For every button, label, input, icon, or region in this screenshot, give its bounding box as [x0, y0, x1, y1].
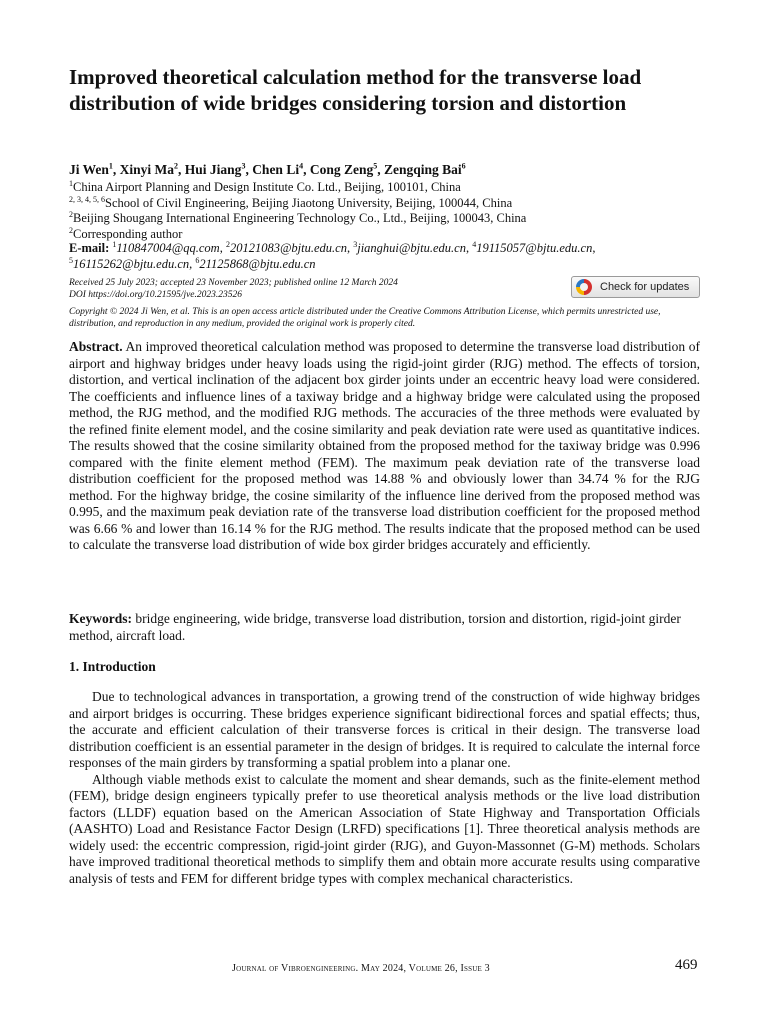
affiliation [69, 211, 709, 227]
publication-dates: Received 25 July 2023; accepted 23 November 2023; published online 12 March 2024 [69, 278, 398, 288]
email-sup: 6 [195, 255, 200, 265]
keywords-label: Keywords: [69, 611, 132, 626]
affiliation-sup: 2, 3, 4, 5, 6 [69, 194, 105, 204]
abstract-label: Abstract. [69, 339, 123, 354]
paragraph: Due to technological advances in transportation, a growing trend of the construction of wide highway bridges and airport bridges is occurring. These bridges experience significant bidirectional forces and spatial effects; thus, the accurate and efficient calculation of their transverse forces is critical in their design. The transverse load distribution coefficient is an essential parameter in the design of bridges. It is required to calculate the internal force responses of the main girders by transforming a spatial problem into a planar one. [69, 689, 700, 770]
author-name: Zengqing Bai [383, 162, 462, 177]
affiliation-sup: 1 [69, 178, 73, 188]
email-block: E-mail: $^1$110847004@qq.com, $^2$20121083@bjtu.edu.cn, $^3$jianghui@bjtu.edu.cn, $^4$19115057@bjtu.edu.cn, $^5$16115262@bjtu.edu.cn, $^6$21125868@bjtu.edu.cn [69, 239, 596, 271]
author-name: Xinyi Ma [119, 162, 175, 177]
author-name: Ji Wen [69, 162, 109, 177]
author-sup: 6 [461, 161, 466, 171]
abstract [69, 339, 700, 554]
author-sup: 2 [174, 161, 179, 171]
doi-link[interactable]: DOI https://doi.org/10.21595/jve.2023.23526 [69, 290, 243, 300]
email-link[interactable]: jianghui@bjtu.edu.cn [357, 241, 466, 255]
email-link[interactable]: 20121083@bjtu.edu.cn [229, 241, 347, 255]
check-for-updates-button[interactable] [571, 276, 700, 298]
publication-info [69, 277, 549, 301]
author-list: Ji Wen$^1$, Xinyi Ma$^2$, Hui Jiang$^3$, Chen Li$^4$, Cong Zeng$^5$, Zengqing Bai$^6$ [69, 161, 466, 177]
email-label: E-mail: [69, 241, 110, 255]
author-sup: 3 [241, 161, 246, 171]
affiliation [69, 180, 709, 196]
affiliation [69, 196, 709, 212]
page-number: 469 [675, 957, 698, 973]
paragraph: Although viable methods exist to calculate the moment and shear demands, such as the finite-element method (FEM), bridge design engineers typically prefer to use theoretical analysis methods or the live load distribution factors (LLDF) equation based on the American Association of State Highway and Transportation Officials (AASHTO) Load and Resistance Factor Design (LRFD) specifications [1]. Three theoretical analysis methods are widely used: the eccentric compression, rigid-joint girder (RJG), and Guyon-Massonnet (G-M) methods. Scholars have improved traditional theoretical methods to simplify them and obtain more accurate results using comparative analysis of tests and FEM for different bridge types with complex mechanical characteristics. [69, 771, 700, 886]
section-heading: 1. Introduction [69, 659, 156, 674]
email-link[interactable]: 110847004@qq.com [116, 241, 220, 255]
keywords-text: bridge engineering, wide bridge, transverse load distribution, torsion and distortion, rigid-joint girder method, aircraft load. [69, 611, 681, 643]
email-sup: 5 [69, 255, 73, 265]
email-link[interactable]: 19115057@bjtu.edu.cn [476, 241, 593, 255]
abstract-text: An improved theoretical calculation method was proposed to determine the transverse load distribution of airport and highway bridges under heavy loads using the rigid-joint girder (RJG) method. The effects of torsion, distortion, and vertical inclination of the adjacent box girder joints under an eccentric heavy load were considered. The coefficients and influence lines of a taxiway bridge and a highway bridge were calculated using the proposed method, the RJG method, and the modified RJG methods. The accuracies of the three methods were evaluated by the refined finite element model, and the cosine similarity and peak deviation rate were used as quantitative indices. The results showed that the cosine similarity obtained from the proposed method for the taxiway bridge was 0.996 compared with the finite element method (FEM). The maximum peak deviation rate of the transverse load distribution coefficient for the proposed method was 14.88 % and obviously lower than 34.74 % for the RJG method. For the highway bridge, the cosine similarity of the influence line derived from the proposed method was 0.995, and the maximum peak deviation rate of the transverse load distribution coefficient for the proposed method was 6.66 % and lower than 16.14 % for the RJG method. The results indicate that the proposed method can be used to calculate the transverse load distribution of wide box girder bridges accurately and efficiently. [69, 339, 700, 552]
author-name: Hui Jiang [184, 162, 242, 177]
author-name: Cong Zeng [309, 162, 374, 177]
copyright-notice: Copyright © 2024 Ji Wen, et al. This is an open access article distributed under the Creative Commons Attribution License, which permits unrestricted use, distribution, and reproduction in any medium, provided the original work is properly cited. [69, 307, 661, 329]
check-for-updates-label: Check for updates [600, 281, 690, 293]
affiliation-text: Corresponding author [73, 226, 183, 241]
author-name: Chen Li [252, 162, 300, 177]
affiliation-text: China Airport Planning and Design Institute Co. Ltd., Beijing, 100101, China [73, 180, 461, 194]
email-link[interactable]: 16115262@bjtu.edu.cn [73, 257, 190, 271]
email-sup: 2 [225, 239, 230, 249]
email-sup: 1 [112, 239, 117, 249]
crossmark-icon [576, 279, 592, 295]
journal-footer: Journal of Vibroengineering. May 2024, Volume 26, Issue 3 [232, 963, 490, 974]
affiliation-text: Beijing Shougang International Engineering Technology Co., Ltd., Beijing, 100043, China [73, 211, 527, 225]
author-sup: 4 [299, 161, 304, 171]
keywords [69, 611, 700, 644]
paper-title: Improved theoretical calculation method for the transverse load distribution of wide bridges considering torsion and distortion [69, 65, 642, 115]
affiliation-sup: 2 [69, 225, 73, 235]
introduction-body [69, 689, 700, 887]
affiliation-sup: 2 [69, 209, 73, 219]
email-sup: 3 [353, 239, 358, 249]
affiliation-text: School of Civil Engineering, Beijing Jiaotong University, Beijing, 100044, China [105, 195, 513, 210]
email-link[interactable]: 21125868@bjtu.edu.cn [199, 257, 316, 271]
author-sup: 1 [108, 161, 113, 171]
author-sup: 5 [373, 161, 378, 171]
affiliation-list [69, 180, 709, 242]
email-sup: 4 [472, 239, 477, 249]
